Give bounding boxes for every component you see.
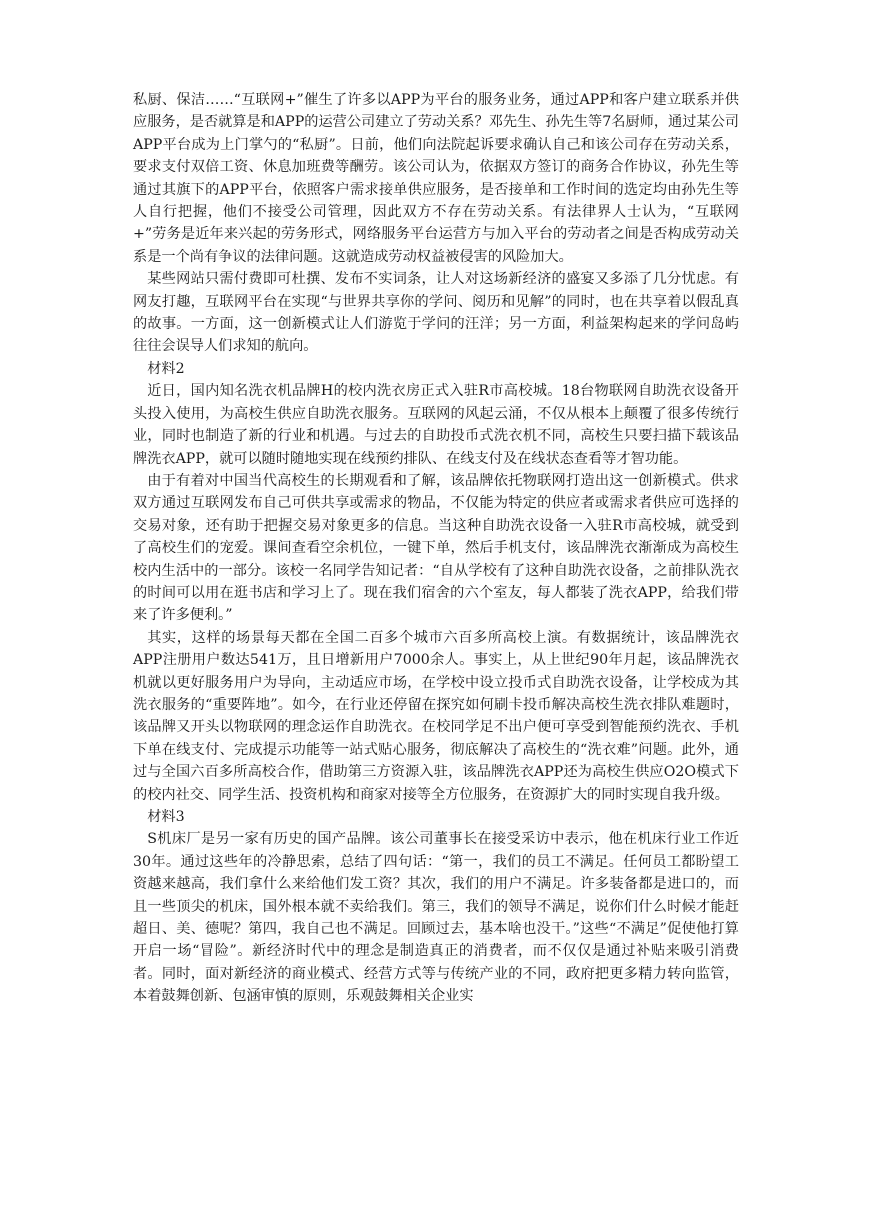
paragraph-fake-entries: 某些网站只需付费即可杜撰、发布不实词条，让人对这场新经济的盛宴又多添了几分忧虑。有网友打趣，互联网平台在实现“与世界共享你的学问、阅历和见解”的同时，也在共享着以假乱真的故事。一方面，这一创新模式让人们游览于学问的汪洋；另一方面，利益架构起来的学问岛屿往往会误导人们求知的航向。: [133, 271, 739, 355]
document-body: [133, 89, 739, 1008]
paragraph-machine-tool: S机床厂是另一家有历史的国产品牌。该公司董事长在接受采访中表示，他在机床行业工作近30年。通过这些年的冷静思索，总结了四句话：“第一，我们的员工不满足。任何员工都盼望工资越来越高，我们拿什么来给他们发工资？其次，我们的用户不满足。许多装备都是进口的，而且一些顶尖的机床，国外根本就不卖给我们。第三，我们的领导不满足，说你们什么时候才能赶超日、美、德呢？第四，我自己也不满足。回顾过去，基本啥也没干。”这些“不满足”促使他打算开启一场“冒险”。新经济时代中的理念是制造真正的消费者，而不仅仅是通过补贴来吸引消费者。同时，面对新经济的商业模式、经营方式等与传统产业的不同，政府把更多精力转向监管，本着鼓舞创新、包涵审慎的原则，乐观鼓舞相关企业实: [133, 831, 739, 1005]
paragraph-laundry-intro: 近日，国内知名洗衣机品牌H的校内洗衣房正式入驻R市高校城。18台物联网自助洗衣设备开头投入使用，为高校生供应自助洗衣服务。互联网的风起云涌，不仅从根本上颠覆了很多传统行业，同时也制造了新的行业和机遇。与过去的自助投币式洗衣机不同，高校生只要扫描下载该品牌洗衣APP，就可以随时随地实现在线预约排队、在线支付及在线状态查看等才智功能。: [133, 383, 739, 467]
section-heading-material-3: 材料3: [147, 809, 185, 825]
paragraph-laundry-stats: 其实，这样的场景每天都在全国二百多个城市六百多所高校上演。有数据统计，该品牌洗衣APP注册用户数达541万，且日增新用户7000余人。事实上，从上世纪90年月起，该品牌洗衣机就以更好服务用户为导向，主动适应市场，在学校中设立投币式自助洗衣设备，让学校成为其洗衣服务的“重要阵地”。如今，在行业还停留在探究如何刷卡投币解决高校生洗衣排队难题时，该品牌又开头以物联网的理念运作自助洗衣。在校同学足不出户便可享受到智能预约洗衣、手机下单在线支付、完成提示功能等一站式贴心服务，彻底解决了高校生的“洗衣难”问题。此外，通过与全国六百多所高校合作，借助第三方资源入驻，该品牌洗衣APP还为高校生供应O2O模式下的校内社交、同学生活、投资机构和商家对接等全方位服务，在资源扩大的同时实现自我升级。: [133, 629, 739, 803]
section-heading-material-2: 材料2: [147, 360, 185, 377]
paragraph-internet-plus-labor: 私厨、保洁……“互联网+”催生了许多以APP为平台的服务业务，通过APP和客户建立联系并供应服务，是否就算是和APP的运营公司建立了劳动关系？邓先生、孙先生等7名厨师，通过某公司APP平台成为上门掌勺的“私厨”。日前，他们向法院起诉要求确认自己和该公司存在劳动关系，要求支付双倍工资、休息加班费等酬劳。该公司认为，依据双方签订的商务合作协议，孙先生等通过其旗下的APP平台，依照客户需求接单供应服务，是否接单和工作时间的选定均由孙先生等人自行把握，他们不接受公司管理，因此双方不存在劳动关系。有法律界人士认为，“互联网+”劳务是近年来兴起的劳务形式，网络服务平台运营方与加入平台的劳动者之间是否构成劳动关系是一个尚有争议的法律问题。这就造成劳动权益被侵害的风险加大。: [133, 92, 739, 265]
paragraph-laundry-model: 由于有着对中国当代高校生的长期观看和了解，该品牌依托物联网打造出这一创新模式。供求双方通过互联网发布自己可供共享或需求的物品，不仅能为特定的供应者或需求者供应可选择的交易对象，还有助于把握交易对象更多的信息。当这种自助洗衣设备一入驻R市高校城，就受到了高校生们的宠爱。课间查看空余机位，一键下单，然后手机支付，该品牌洗衣渐渐成为高校生校内生活中的一部分。该校一名同学告知记者：“自从学校有了这种自助洗衣设备，之前排队洗衣的时间可以用在逛书店和学习上了。现在我们宿舍的六个室友，每人都装了洗衣APP，给我们带来了许多便利。”: [133, 472, 739, 624]
